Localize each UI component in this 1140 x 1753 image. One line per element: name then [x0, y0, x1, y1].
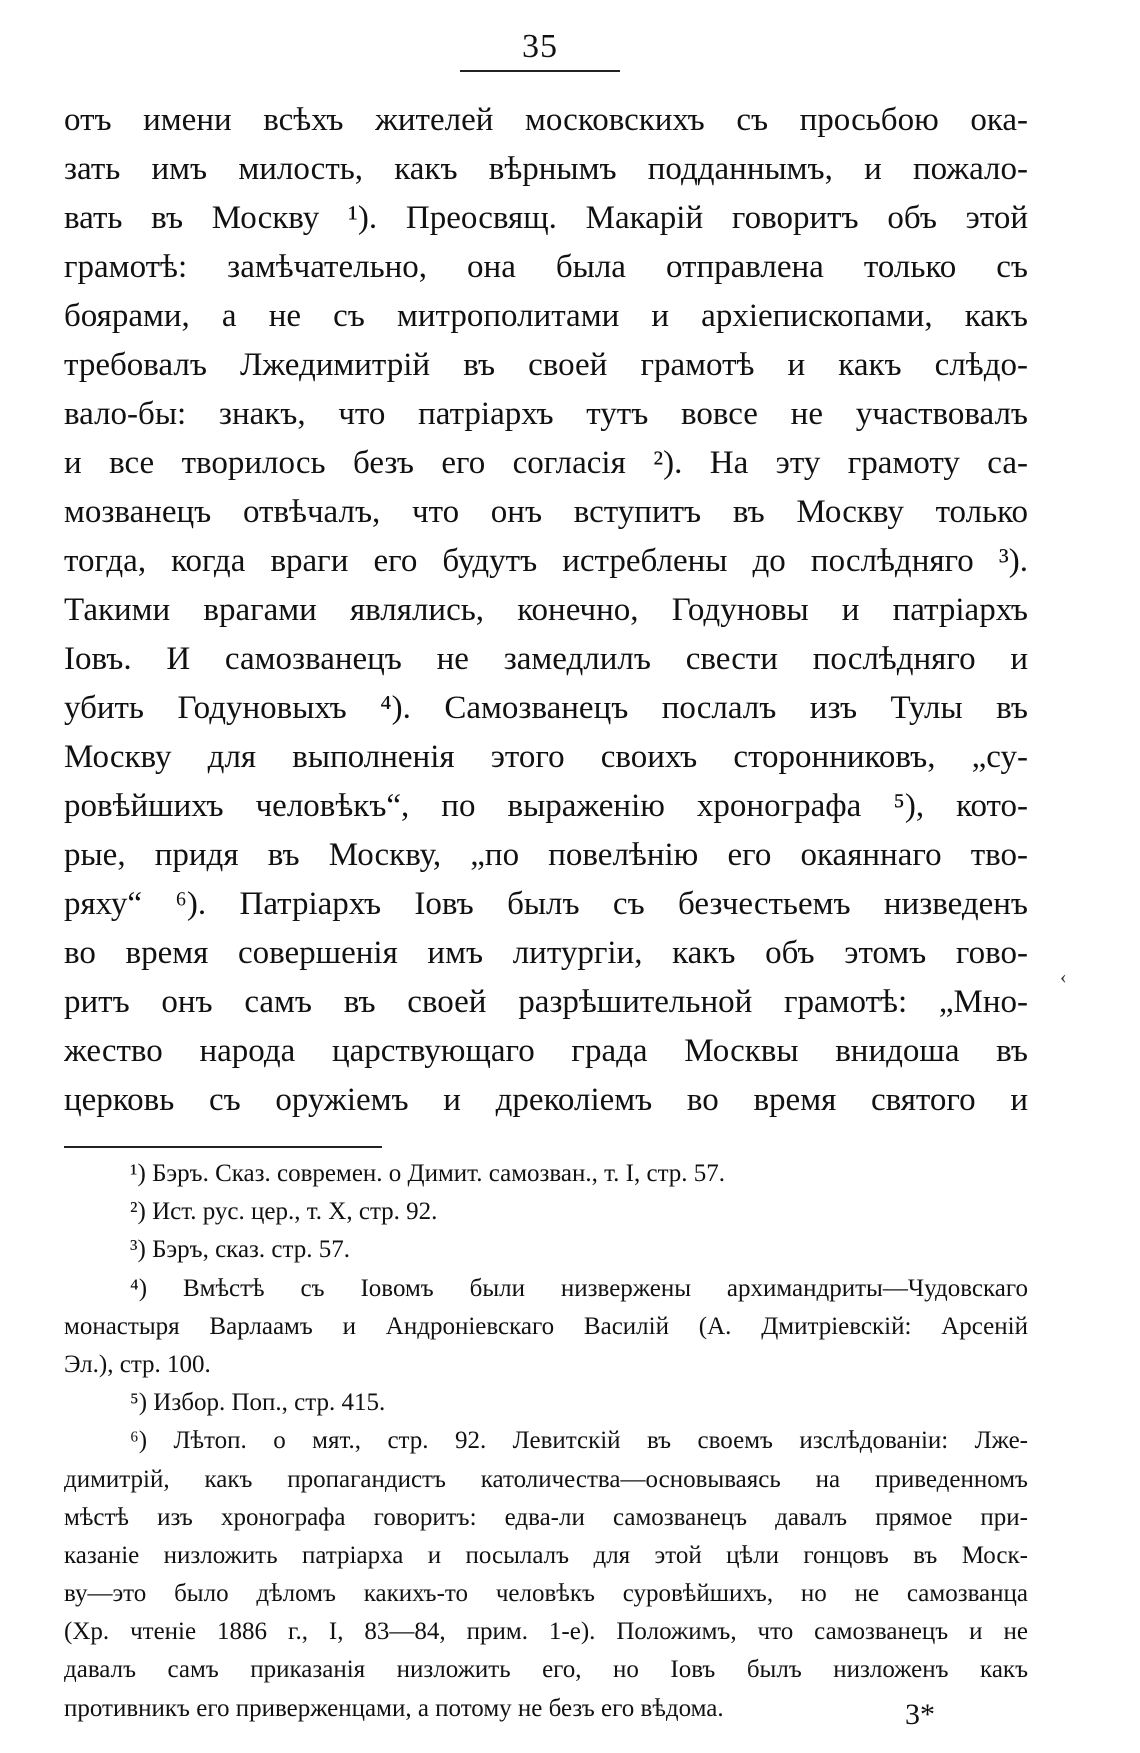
body-line: ровѣйшихъ человѣкъ“, по выраженію хронографа ⁵), кото- [64, 788, 1028, 824]
body-line: Москву для выполненія этого своихъ сторонниковъ, „су- [64, 739, 1028, 775]
footnote-6-continued: димитрій, какъ пропагандистъ католичества—основываясь на приведенномъ [64, 1465, 1028, 1493]
body-line: рые, придя въ Москву, „по повелѣнію его окаяннаго тво- [64, 837, 1028, 873]
footnote-6: ⁶) Лѣтоп. о мят., стр. 92. Левитскій въ своемъ изслѣдованіи: Лже- [130, 1427, 1028, 1455]
body-line: вать въ Москву ¹). Преосвящ. Макарій говоритъ объ этой [64, 200, 1028, 236]
signature-mark: 3* [905, 1698, 935, 1731]
body-line: ряху“ ⁶). Патріархъ Іовъ былъ съ безчестьемъ низведенъ [64, 886, 1028, 922]
body-line: Іовъ. И самозванецъ не замедлилъ свести послѣдняго и [64, 641, 1028, 677]
footnote-5: ⁵) Избор. Поп., стр. 415. [130, 1389, 386, 1417]
body-line: требовалъ Лжедимитрій въ своей грамотѣ и какъ слѣдо- [64, 347, 1028, 383]
footnote-6-continued: ву—это было дѣломъ какихъ-то человѣкъ суровѣйшихъ, но не самозванца [64, 1580, 1028, 1608]
footnote-6-continued: мѣстѣ изъ хронографа говоритъ: едва-ли самозванецъ давалъ прямое при- [64, 1503, 1028, 1531]
footnote-2: ²) Ист. рус. цер., т. X, стр. 92. [130, 1198, 438, 1226]
body-line: Такими врагами являлись, конечно, Годуновы и патріархъ [64, 592, 1028, 628]
footnote-6-continued: (Хр. чтеніе 1886 г., I, 83—84, прим. 1-е). Положимъ, что самозванецъ и не [64, 1618, 1028, 1646]
body-line: во время совершенія имъ литургіи, какъ объ этомъ гово- [64, 935, 1028, 971]
body-line: вало-бы: знакъ, что патріархъ тутъ вовсе не участвовалъ [64, 396, 1028, 432]
footnote-6-continued: давалъ самъ приказанія низложить его, но Іовъ былъ низложенъ какъ [64, 1656, 1028, 1684]
footnote-4-end: Эл.), стр. 100. [64, 1350, 211, 1378]
body-line: грамотѣ: замѣчательно, она была отправлена только съ [64, 249, 1028, 285]
body-line: тогда, когда враги его будутъ истреблены до послѣдняго ³). [64, 543, 1028, 579]
footnote-1: ¹) Бэръ. Сказ. современ. о Димит. самозван., т. I, стр. 57. [130, 1160, 726, 1187]
footnote-3: ³) Бэръ, сказ. стр. 57. [130, 1236, 350, 1264]
body-line: и все творилось безъ его согласія ²). На эту грамоту са- [64, 445, 1028, 481]
footnote-4-continued: монастыря Варлаамъ и Андроніевскаго Василій (А. Дмитріевскій: Арсеній [64, 1312, 1028, 1340]
body-line: боярами, а не съ митрополитами и архіепископами, какъ [64, 298, 1028, 334]
body-line: отъ имени всѣхъ жителей московскихъ съ просьбою ока- [64, 102, 1028, 138]
body-text [64, 96, 1028, 1125]
body-line: ритъ онъ самъ въ своей разрѣшительной грамотѣ: „Мно- [64, 984, 1028, 1020]
body-line: мозванецъ отвѣчалъ, что онъ вступитъ въ Москву только [64, 494, 1028, 530]
page-number-rule [460, 70, 620, 72]
footnote-4: ⁴) Вмѣстѣ съ Іовомъ были низвержены архимандриты—Чудовскаго [130, 1274, 1028, 1302]
margin-mark: ‹ [1060, 966, 1067, 988]
footnote-6-end: противникъ его приверженцами, а потому не безъ его вѣдома. [64, 1694, 724, 1722]
footnotes [64, 1155, 1028, 1728]
body-line: жество народа царствующаго града Москвы внидоша въ [64, 1033, 1028, 1069]
body-line: церковь съ оружіемъ и дреколіемъ во время святого и [64, 1082, 1028, 1118]
body-line: зать имъ милость, какъ вѣрнымъ подданнымъ, и пожало- [64, 151, 1028, 187]
page-number: 35 [522, 28, 558, 65]
body-line: убить Годуновыхъ ⁴). Самозванецъ послалъ изъ Тулы въ [64, 690, 1028, 726]
footnote-6-continued: казаніе низложить патріарха и посылалъ для этой цѣли гонцовъ въ Моск- [64, 1541, 1028, 1569]
footnote-separator [64, 1146, 382, 1148]
